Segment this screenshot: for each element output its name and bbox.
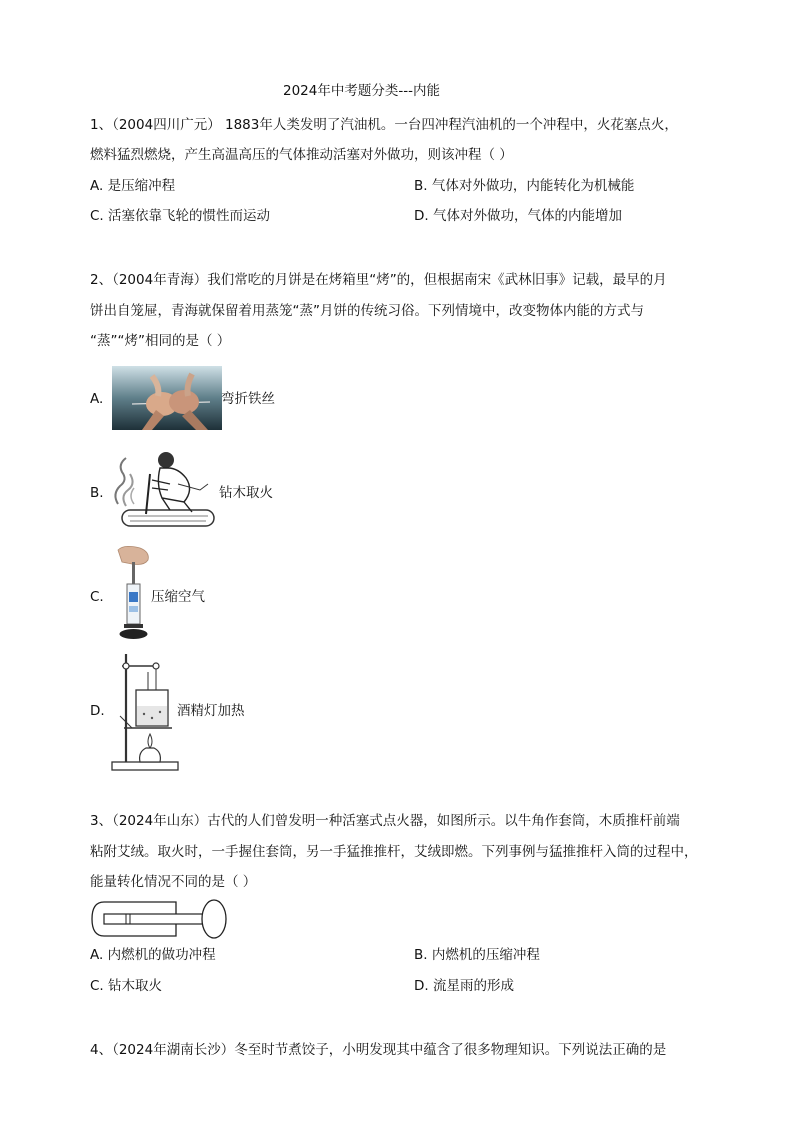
page-title: 2024年中考题分类---内能	[283, 83, 440, 99]
option-letter: C.	[90, 208, 104, 224]
option-text: 内燃机的做功冲程	[107, 947, 216, 963]
option-letter: D.	[414, 208, 429, 224]
q2-stem-line1: 2、（2004年青海）我们常吃的月饼是在烤箱里“烤”的，但根据南宋《武林旧事》记载，最早的月	[90, 272, 667, 288]
option-letter: A.	[90, 947, 104, 963]
option-text: 流星雨的形成	[432, 978, 514, 994]
option-letter: A.	[90, 178, 104, 194]
option-text: 是压缩冲程	[107, 178, 176, 194]
q3-option-d	[414, 977, 514, 995]
q2-stem-line2: 饼出自笼屉，青海就保留着用蒸笼“蒸”月饼的传统习俗。下列情境中，改变物体内能的方式与	[90, 303, 644, 319]
q3-stem-line2: 粘附艾绒。取火时，一手握住套筒，另一手猛推推杆，艾绒即燃。下列事例与猛推推杆入筒的过程中，	[90, 844, 698, 860]
option-letter: B.	[414, 947, 428, 963]
option-letter: D.	[414, 978, 429, 994]
alcohol-lamp-heating-apparatus	[110, 648, 182, 774]
q4-stem-line1: 4、（2024年湖南长沙）冬至时节煮饺子，小明发现其中蕴含了很多物理知识。下列说法正确的是	[90, 1042, 667, 1058]
q2-option-b-letter: B.	[90, 485, 104, 501]
q2-option-d-letter: D.	[90, 703, 105, 719]
q3-stem-line1: 3、（2024年山东）古代的人们曾发明一种活塞式点火器，如图所示。以牛角作套筒，木质推杆前端	[90, 813, 680, 829]
drilling-wood-fire-drawing	[108, 444, 220, 536]
q1-stem-line2: 燃料猛烈燃烧，产生高温高压的气体推动活塞对外做功，则该冲程（ ）	[90, 147, 513, 163]
q2-option-d-text: 酒精灯加热	[177, 703, 245, 719]
q2-option-a-text: 弯折铁丝	[221, 391, 275, 407]
q3-option-b	[414, 946, 540, 964]
q3-option-c	[90, 977, 162, 995]
q2-option-c-text: 压缩空气	[151, 589, 205, 605]
q3-option-a	[90, 946, 216, 964]
option-letter: C.	[90, 978, 104, 994]
option-text: 气体对外做功，内能转化为机械能	[431, 178, 635, 194]
compressing-air-syringe-photo	[114, 546, 154, 642]
option-text: 气体对外做功，气体的内能增加	[432, 208, 622, 224]
q2-option-b-text: 钻木取火	[219, 485, 273, 501]
q1-option-b	[414, 177, 634, 195]
q1-option-c	[90, 207, 270, 225]
piston-igniter-diagram	[90, 898, 230, 940]
option-text: 活塞依靠飞轮的惯性而运动	[108, 208, 271, 224]
q1-stem-line1: 1、（2004四川广元） 1883年人类发明了汽油机。一台四冲程汽油机的一个冲程中，火花塞点火，	[90, 117, 678, 133]
q2-option-c-letter: C.	[90, 589, 104, 605]
option-text: 钻木取火	[108, 978, 163, 994]
q2-stem-line3: “蒸”“烤”相同的是（ ）	[90, 333, 231, 349]
option-text: 内燃机的压缩冲程	[431, 947, 540, 963]
option-letter: B.	[414, 178, 428, 194]
q1-option-a	[90, 177, 175, 195]
bending-wire-photo	[112, 366, 222, 430]
q3-stem-line3: 能量转化情况不同的是（ ）	[90, 874, 257, 890]
q1-option-d	[414, 207, 622, 225]
q2-option-a-letter: A.	[90, 391, 104, 407]
